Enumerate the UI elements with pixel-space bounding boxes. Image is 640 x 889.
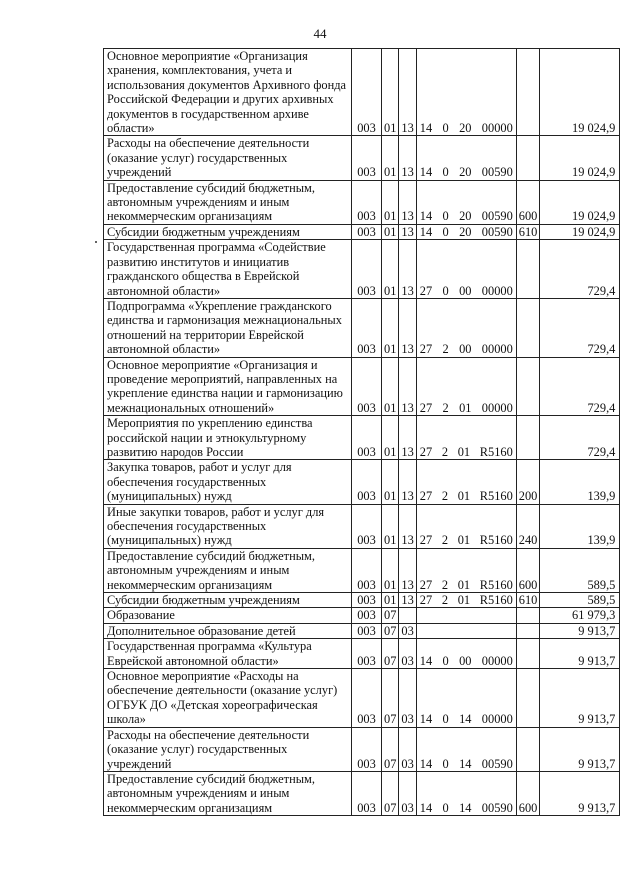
- amount-cell: 139,9: [540, 460, 620, 504]
- expense-type-cell: [516, 298, 540, 357]
- item-name-cell: Предоставление субсидий бюджетным, автономным учреждениям и иным некоммерческим организациям: [104, 180, 352, 224]
- target-article-part: 27: [419, 593, 433, 608]
- ministry-code-cell: 003: [352, 49, 382, 136]
- target-article-part: 14: [419, 121, 433, 136]
- subsection-code-cell: 13: [399, 224, 416, 239]
- section-code-cell: 01: [382, 548, 399, 592]
- expense-type-cell: [516, 240, 540, 299]
- target-article-cell: [416, 593, 516, 608]
- expense-type-cell: 600: [516, 548, 540, 592]
- table-row: [104, 669, 620, 728]
- target-article-parts: [419, 757, 514, 771]
- target-article-parts: [419, 445, 514, 459]
- target-article-part: 14: [459, 800, 472, 815]
- table-body: [104, 49, 620, 816]
- amount-cell: 9 913,7: [540, 771, 620, 815]
- target-article-part: 00590: [481, 800, 513, 815]
- target-article-part: 27: [419, 533, 433, 548]
- ministry-code-cell: 003: [352, 224, 382, 239]
- target-article-part: 14: [419, 653, 433, 668]
- ministry-code-cell: 003: [352, 416, 382, 460]
- target-article-part: 00000: [481, 653, 513, 668]
- target-article-cell: [416, 224, 516, 239]
- target-article-cell: [416, 548, 516, 592]
- amount-cell: 19 024,9: [540, 180, 620, 224]
- item-name-cell: Субсидии бюджетным учреждениям: [104, 593, 352, 608]
- table-row: [104, 548, 620, 592]
- target-article-part: 01: [457, 533, 471, 548]
- table-row: [104, 298, 620, 357]
- item-name-cell: Государственная программа «Содействие развитию институтов и инициатив гражданского общества в Еврейской автономной области»: [104, 240, 352, 299]
- target-article-cell: [416, 357, 516, 416]
- target-article-part: 00590: [481, 165, 513, 180]
- item-name-cell: Мероприятия по укреплению единства российской нации и этнокультурному развитию народов России: [104, 416, 352, 460]
- table-row: [104, 416, 620, 460]
- amount-cell: 19 024,9: [540, 224, 620, 239]
- table-row: [104, 357, 620, 416]
- item-name-cell: Расходы на обеспечение деятельности (оказание услуг) государственных учреждений: [104, 727, 352, 771]
- expense-type-cell: [516, 623, 540, 638]
- expense-type-cell: [516, 669, 540, 728]
- target-article-part: 01: [459, 400, 472, 415]
- target-article-part: 2: [442, 342, 449, 357]
- ministry-code-cell: 003: [352, 639, 382, 669]
- subsection-code-cell: 03: [399, 623, 416, 638]
- target-article-part: 2: [441, 489, 449, 504]
- target-article-part: 14: [419, 209, 433, 224]
- section-code-cell: 07: [382, 639, 399, 669]
- target-article-cell: [416, 180, 516, 224]
- target-article-cell: [416, 639, 516, 669]
- subsection-code-cell: 13: [399, 49, 416, 136]
- target-article-part: 00000: [481, 342, 513, 357]
- section-code-cell: 07: [382, 608, 399, 623]
- target-article-parts: [419, 225, 514, 239]
- amount-cell: 9 913,7: [540, 669, 620, 728]
- target-article-cell: [416, 460, 516, 504]
- table-row: [104, 771, 620, 815]
- subsection-code-cell: 13: [399, 593, 416, 608]
- subsection-code-cell: 03: [399, 727, 416, 771]
- target-article-part: 00: [459, 283, 472, 298]
- target-article-parts: [419, 578, 514, 592]
- target-article-cell: [416, 49, 516, 136]
- target-article-part: 00000: [481, 121, 513, 136]
- subsection-code-cell: [399, 608, 416, 623]
- target-article-part: 14: [419, 800, 433, 815]
- expense-type-cell: 240: [516, 504, 540, 548]
- target-article-parts: [419, 593, 514, 607]
- target-article-part: 0: [442, 121, 449, 136]
- target-article-part: 00: [459, 653, 472, 668]
- table-row: [104, 49, 620, 136]
- subsection-code-cell: 13: [399, 548, 416, 592]
- expense-type-cell: [516, 608, 540, 623]
- section-code-cell: 01: [382, 224, 399, 239]
- amount-cell: 589,5: [540, 548, 620, 592]
- section-code-cell: 01: [382, 180, 399, 224]
- amount-cell: 589,5: [540, 593, 620, 608]
- subsection-code-cell: 03: [399, 669, 416, 728]
- expense-type-cell: [516, 416, 540, 460]
- target-article-parts: [419, 121, 514, 135]
- amount-cell: 139,9: [540, 504, 620, 548]
- expense-type-cell: [516, 727, 540, 771]
- target-article-part: 00: [459, 342, 472, 357]
- target-article-part: 2: [441, 533, 449, 548]
- scan-speck: [95, 241, 97, 243]
- target-article-part: 14: [459, 712, 472, 727]
- ministry-code-cell: 003: [352, 504, 382, 548]
- table-row: [104, 224, 620, 239]
- target-article-part: 00590: [481, 209, 513, 224]
- target-article-part: 14: [419, 756, 433, 771]
- ministry-code-cell: 003: [352, 180, 382, 224]
- section-code-cell: 07: [382, 669, 399, 728]
- subsection-code-cell: 13: [399, 180, 416, 224]
- target-article-parts: [419, 654, 514, 668]
- subsection-code-cell: 03: [399, 639, 416, 669]
- target-article-part: 27: [419, 400, 433, 415]
- target-article-part: 0: [442, 209, 449, 224]
- target-article-part: 27: [419, 444, 433, 459]
- target-article-part: 14: [459, 756, 472, 771]
- ministry-code-cell: 003: [352, 623, 382, 638]
- target-article-cell: [416, 608, 516, 623]
- target-article-parts: [419, 284, 514, 298]
- subsection-code-cell: 13: [399, 460, 416, 504]
- item-name-cell: Расходы на обеспечение деятельности (оказание услуг) государственных учреждений: [104, 136, 352, 180]
- target-article-part: 27: [419, 577, 433, 592]
- subsection-code-cell: 13: [399, 416, 416, 460]
- ministry-code-cell: 003: [352, 669, 382, 728]
- table-row: [104, 240, 620, 299]
- item-name-cell: Дополнительное образование детей: [104, 623, 352, 638]
- table-row: [104, 180, 620, 224]
- target-article-parts: [419, 533, 514, 547]
- ministry-code-cell: 003: [352, 548, 382, 592]
- target-article-parts: [419, 489, 514, 503]
- expense-type-cell: 610: [516, 593, 540, 608]
- target-article-parts: [419, 209, 514, 223]
- section-code-cell: 01: [382, 298, 399, 357]
- item-name-cell: Подпрограмма «Укрепление гражданского единства и гармонизация межнациональных отношений на территории Еврейской автономной области»: [104, 298, 352, 357]
- target-article-part: 00000: [481, 712, 513, 727]
- expense-type-cell: 600: [516, 771, 540, 815]
- target-article-part: 2: [442, 400, 449, 415]
- budget-table: [103, 48, 620, 816]
- target-article-part: 0: [442, 224, 449, 239]
- target-article-part: 00590: [481, 224, 513, 239]
- target-article-parts: [419, 401, 514, 415]
- target-article-part: 01: [457, 444, 471, 459]
- target-article-part: 2: [441, 593, 449, 608]
- ministry-code-cell: 003: [352, 298, 382, 357]
- amount-cell: 9 913,7: [540, 623, 620, 638]
- amount-cell: 9 913,7: [540, 727, 620, 771]
- target-article-cell: [416, 504, 516, 548]
- ministry-code-cell: 003: [352, 727, 382, 771]
- table-row: [104, 639, 620, 669]
- table-row: [104, 727, 620, 771]
- target-article-cell: [416, 771, 516, 815]
- target-article-part: 20: [459, 209, 472, 224]
- subsection-code-cell: 13: [399, 357, 416, 416]
- target-article-cell: [416, 240, 516, 299]
- section-code-cell: 01: [382, 460, 399, 504]
- amount-cell: 9 913,7: [540, 639, 620, 669]
- target-article-part: 20: [459, 224, 472, 239]
- item-name-cell: Закупка товаров, работ и услуг для обеспечения государственных (муниципальных) нужд: [104, 460, 352, 504]
- target-article-part: 14: [419, 712, 433, 727]
- expense-type-cell: [516, 639, 540, 669]
- target-article-part: R5160: [479, 593, 513, 608]
- target-article-part: 27: [419, 283, 433, 298]
- target-article-part: R5160: [479, 489, 513, 504]
- section-code-cell: 01: [382, 240, 399, 299]
- target-article-cell: [416, 136, 516, 180]
- target-article-part: 00000: [481, 400, 513, 415]
- section-code-cell: 01: [382, 593, 399, 608]
- section-code-cell: 07: [382, 623, 399, 638]
- target-article-part: R5160: [479, 577, 513, 592]
- table-row: [104, 593, 620, 608]
- target-article-cell: [416, 416, 516, 460]
- ministry-code-cell: 003: [352, 593, 382, 608]
- item-name-cell: Основное мероприятие «Организация хранения, комплектования, учета и использования документов Архивного фонда Российской Федерации и других архивных документов в государственном архиве области»: [104, 49, 352, 136]
- target-article-part: 01: [457, 577, 471, 592]
- target-article-cell: [416, 669, 516, 728]
- expense-type-cell: 610: [516, 224, 540, 239]
- amount-cell: 729,4: [540, 357, 620, 416]
- target-article-part: 27: [419, 489, 433, 504]
- expense-type-cell: 200: [516, 460, 540, 504]
- page-number: 44: [313, 26, 327, 41]
- table-row: [104, 136, 620, 180]
- subsection-code-cell: 13: [399, 136, 416, 180]
- target-article-part: 14: [419, 224, 433, 239]
- target-article-part: R5160: [479, 533, 513, 548]
- section-code-cell: 07: [382, 771, 399, 815]
- item-name-cell: Субсидии бюджетным учреждениям: [104, 224, 352, 239]
- ministry-code-cell: 003: [352, 240, 382, 299]
- table-row: [104, 608, 620, 623]
- subsection-code-cell: 13: [399, 240, 416, 299]
- target-article-part: 0: [442, 800, 449, 815]
- subsection-code-cell: 13: [399, 298, 416, 357]
- section-code-cell: 01: [382, 136, 399, 180]
- amount-cell: 729,4: [540, 416, 620, 460]
- subsection-code-cell: 13: [399, 504, 416, 548]
- subsection-code-cell: 03: [399, 771, 416, 815]
- table-row: [104, 623, 620, 638]
- target-article-parts: [419, 801, 514, 815]
- target-article-part: 0: [442, 653, 449, 668]
- item-name-cell: Основное мероприятие «Расходы на обеспечение деятельности (оказание услуг) ОГБУК ДО «Детская хореографическая школа»: [104, 669, 352, 728]
- target-article-part: 0: [442, 756, 449, 771]
- ministry-code-cell: 003: [352, 136, 382, 180]
- target-article-part: R5160: [479, 444, 513, 459]
- amount-cell: 61 979,3: [540, 608, 620, 623]
- item-name-cell: Основное мероприятие «Организация и проведение мероприятий, направленных на укрепление единства нации и гармонизацию межнациональных отношений»: [104, 357, 352, 416]
- item-name-cell: Иные закупки товаров, работ и услуг для обеспечения государственных (муниципальных) нужд: [104, 504, 352, 548]
- item-name-cell: Предоставление субсидий бюджетным, автономным учреждениям и иным некоммерческим организациям: [104, 771, 352, 815]
- ministry-code-cell: 003: [352, 771, 382, 815]
- ministry-code-cell: 003: [352, 460, 382, 504]
- target-article-part: 27: [419, 342, 433, 357]
- target-article-cell: [416, 298, 516, 357]
- target-article-part: 14: [419, 165, 433, 180]
- amount-cell: 729,4: [540, 298, 620, 357]
- target-article-parts: [419, 165, 514, 179]
- section-code-cell: 07: [382, 727, 399, 771]
- target-article-part: 01: [457, 593, 471, 608]
- target-article-part: 2: [441, 444, 449, 459]
- ministry-code-cell: 003: [352, 608, 382, 623]
- section-code-cell: 01: [382, 357, 399, 416]
- target-article-part: 00590: [481, 756, 513, 771]
- table-row: [104, 460, 620, 504]
- target-article-parts: [419, 712, 514, 726]
- target-article-part: 01: [457, 489, 471, 504]
- item-name-cell: Образование: [104, 608, 352, 623]
- expense-type-cell: [516, 49, 540, 136]
- amount-cell: 19 024,9: [540, 136, 620, 180]
- ministry-code-cell: 003: [352, 357, 382, 416]
- target-article-part: 20: [459, 121, 472, 136]
- expense-type-cell: [516, 136, 540, 180]
- section-code-cell: 01: [382, 504, 399, 548]
- target-article-part: 20: [459, 165, 472, 180]
- target-article-part: 0: [442, 165, 449, 180]
- table-row: [104, 504, 620, 548]
- target-article-part: 0: [442, 283, 449, 298]
- section-code-cell: 01: [382, 49, 399, 136]
- target-article-part: 00000: [481, 283, 513, 298]
- target-article-part: 2: [441, 577, 449, 592]
- amount-cell: 19 024,9: [540, 49, 620, 136]
- target-article-parts: [419, 342, 514, 356]
- expense-type-cell: 600: [516, 180, 540, 224]
- expense-type-cell: [516, 357, 540, 416]
- item-name-cell: Предоставление субсидий бюджетным, автономным учреждениям и иным некоммерческим организациям: [104, 548, 352, 592]
- target-article-cell: [416, 623, 516, 638]
- amount-cell: 729,4: [540, 240, 620, 299]
- target-article-cell: [416, 727, 516, 771]
- section-code-cell: 01: [382, 416, 399, 460]
- item-name-cell: Государственная программа «Культура Еврейской автономной области»: [104, 639, 352, 669]
- target-article-part: 0: [442, 712, 449, 727]
